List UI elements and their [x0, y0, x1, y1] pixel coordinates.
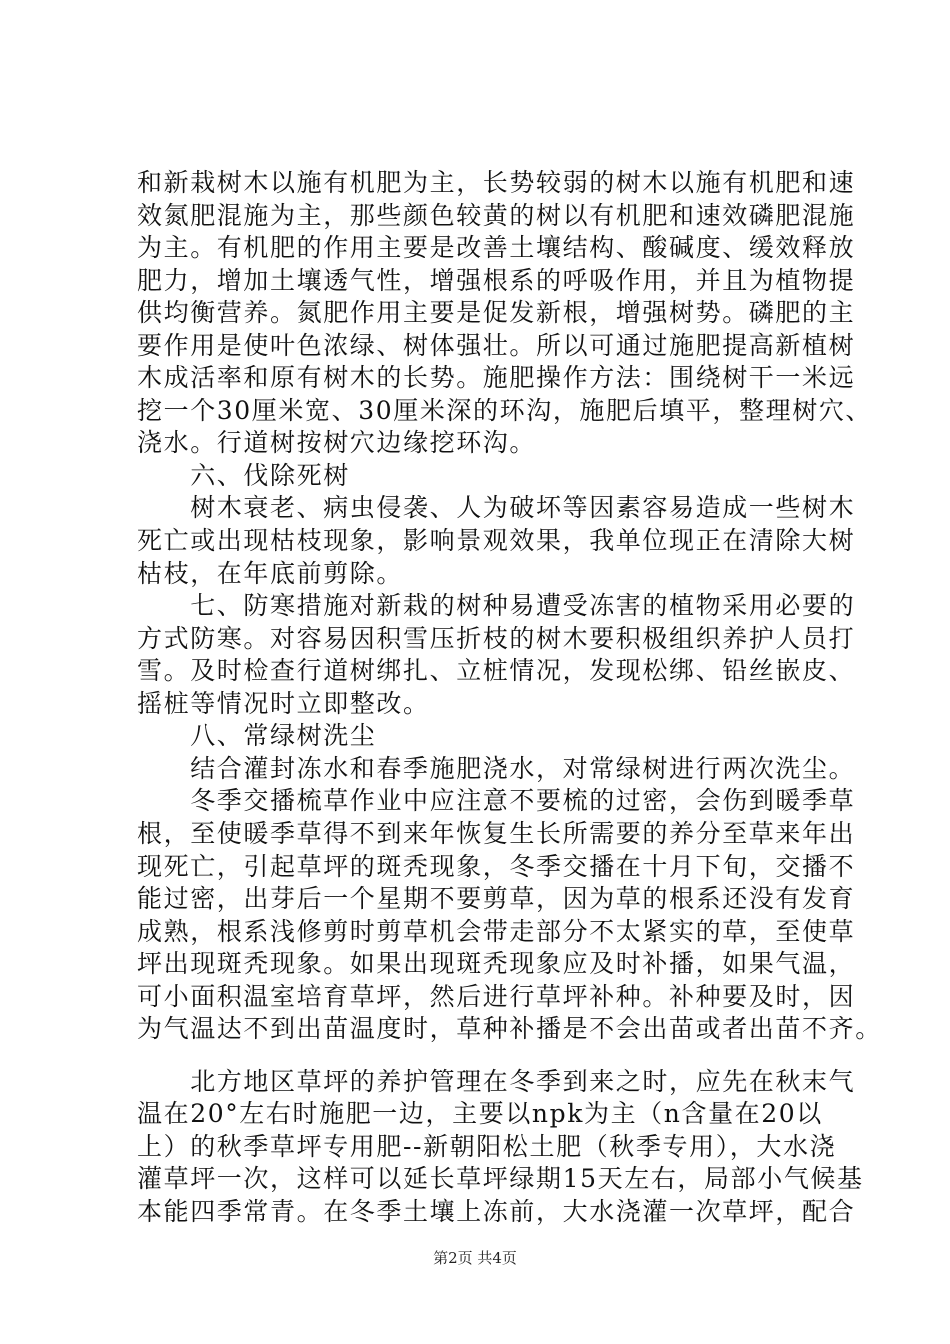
text-line: 本能四季常青。在冬季土壤上冻前，大水浇灌一次草坪，配合 [137, 1197, 856, 1226]
section-heading: 八、常绿树洗尘 [137, 721, 377, 751]
text-line: 能过密，出芽后一个星期不要剪草，因为草的根系还没有发育 [137, 884, 856, 914]
text-line: 北方地区草坪的养护管理在冬季到来之时，应先在秋末气 [137, 1066, 856, 1096]
page-number-label: 第2页 共4页 [433, 1249, 517, 1267]
text-line: 死亡或出现枯枝现象，影响景观效果，我单位现正在清除大树 [137, 526, 856, 556]
text-line: 浇水。行道树按树穴边缘挖环沟。 [137, 428, 537, 458]
text-line: 根，至使暖季草得不到来年恢复生长所需要的养分至草来年出 [137, 818, 856, 848]
text-line: 七、防寒措施对新栽的树种易遭受冻害的植物采用必要的 [137, 591, 856, 621]
text-line: 可小面积温室培育草坪，然后进行草坪补种。补种要及时，因 [137, 981, 856, 1011]
text-line: 效氮肥混施为主，那些颜色较黄的树以有机肥和速效磷肥混施 [137, 200, 856, 230]
section-heading: 六、伐除死树 [137, 460, 350, 490]
text-line: 为主。有机肥的作用主要是改善土壤结构、酸碱度、缓效释放 [137, 233, 856, 263]
text-line: 现死亡，引起草坪的斑秃现象，冬季交播在十月下旬，交播不 [137, 851, 856, 881]
text-line: 方式防寒。对容易因积雪压折枝的树木要积极组织养护人员打 [137, 623, 856, 653]
text-line: 肥力，增加土壤透气性，增强根系的呼吸作用，并且为植物提 [137, 265, 856, 295]
text-line: 雪。及时检查行道树绑扎、立桩情况，发现松绑、铅丝嵌皮、 [137, 656, 856, 686]
text-line: 灌草坪一次，这样可以延长草坪绿期15天左右，局部小气候基 [137, 1164, 864, 1194]
text-line: 木成活率和原有树木的长势。施肥操作方法：围绕树干一米远 [137, 363, 856, 393]
text-line: 和新栽树木以施有机肥为主，长势较弱的树木以施有机肥和速 [137, 168, 856, 197]
text-line: 上）的秋季草坪专用肥--新朝阳松土肥（秋季专用），大水浇 [137, 1131, 837, 1161]
text-line: 枯枝，在年底前剪除。 [137, 558, 404, 588]
text-line: 结合灌封冻水和春季施肥浇水，对常绿树进行两次洗尘。 [137, 753, 856, 783]
text-line: 温在20°左右时施肥一边，主要以npk为主（n含量在20以 [137, 1099, 823, 1129]
text-line: 挖一个30厘米宽、30厘米深的环沟，施肥后填平，整理树穴、 [137, 395, 873, 425]
page-footer [0, 1247, 950, 1268]
text-line: 供均衡营养。氮肥作用主要是促发新根，增强树势。磷肥的主 [137, 298, 856, 328]
text-line: 摇桩等情况时立即整改。 [137, 688, 430, 718]
text-line: 冬季交播梳草作业中应注意不要梳的过密，会伤到暖季草 [137, 786, 856, 816]
text-line: 要作用是使叶色浓绿、树体强壮。所以可通过施肥提高新植树 [137, 330, 856, 360]
text-line: 坪出现斑秃现象。如果出现斑秃现象应及时补播，如果气温， [137, 949, 856, 979]
text-line: 成熟，根系浅修剪时剪草机会带走部分不太紧实的草，至使草 [137, 916, 856, 946]
text-line: 为气温达不到出苗温度时，草种补播是不会出苗或者出苗不齐。 [137, 1014, 882, 1044]
text-line: 树木衰老、病虫侵袭、人为破坏等因素容易造成一些树木 [137, 493, 856, 523]
